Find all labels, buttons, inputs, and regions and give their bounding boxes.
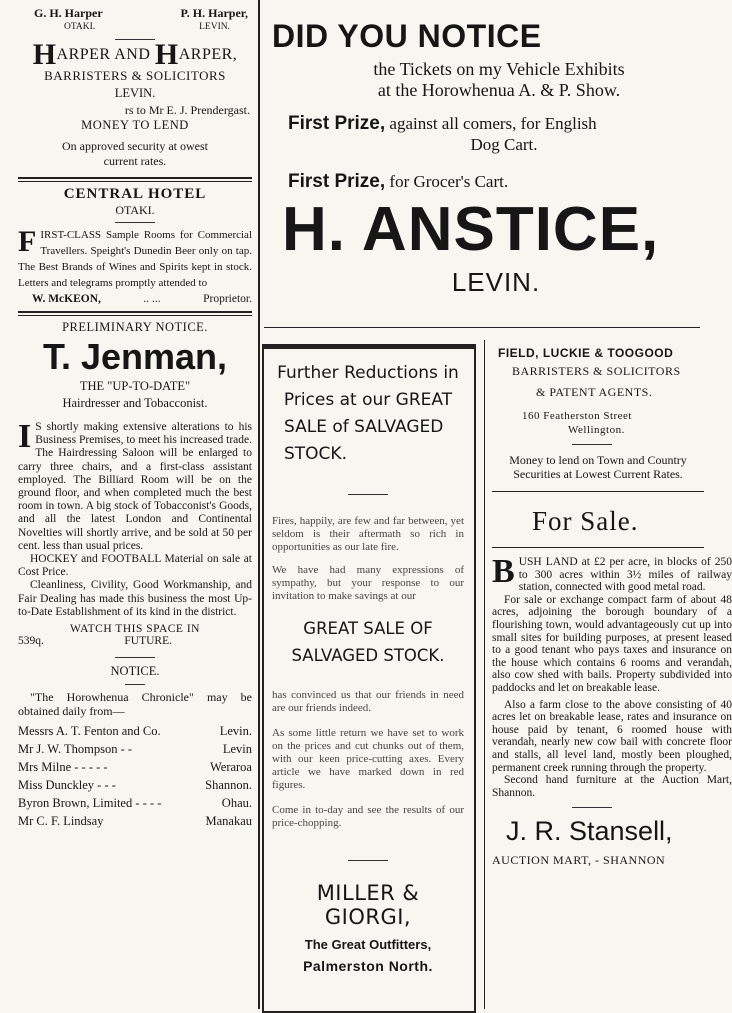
mg-firm-sub: The Great Outfitters, (304, 937, 432, 952)
mg-head-line: SALE of SALVAGED (284, 417, 444, 437)
harper-successors: rs to Mr E. J. Prendergast. (124, 103, 250, 117)
jenman-notice: PRELIMINARY NOTICE. (62, 320, 208, 334)
agent-row (18, 794, 252, 812)
harper-ad (18, 6, 252, 169)
prize-label: First Prize, (288, 171, 386, 192)
agent-name: Mr J. W. Thompson - - (18, 742, 133, 757)
harper-money: MONEY TO LEND (81, 118, 189, 132)
mg-head-line: STOCK. (284, 444, 347, 464)
agent-place: Levin (222, 742, 252, 757)
jenman-watch: WATCH THIS SPACE IN (70, 623, 200, 636)
stansell-mart: AUCTION MART, - SHANNON (492, 853, 666, 868)
jenman-para-1 (18, 418, 252, 553)
for-sale-head: For Sale. (532, 506, 639, 536)
prize-1-text-2: Dog Cart. (470, 135, 538, 154)
section-rule (492, 547, 704, 548)
section-rule (264, 327, 700, 328)
field-luckie-addr-2: Wellington. (568, 424, 625, 436)
for-sale-para-4: Second hand furniture at the Auction Mart, Shannon. (492, 774, 732, 799)
field-luckie-firm: FIELD, LUCKIE & TOOGOOD (498, 346, 674, 360)
harper-sub: BARRISTERS & SOLICITORS (44, 68, 226, 83)
jenman-para-3: Cleanliness, Civility, Good Workmanship, and Fair Dealing has made this business the most Up-to-Date Establishment of its kind in the district. (18, 579, 252, 618)
divider (348, 494, 388, 495)
field-luckie-money: Money to lend on Town and Country Securities at Lowest Current Rates. (509, 453, 687, 481)
miller-giorgi-ad (258, 340, 480, 1009)
divider (572, 444, 612, 445)
divider (115, 222, 155, 223)
field-luckie-addr-1: 160 Featherston Street (522, 410, 632, 422)
prize-label: First Prize, (288, 113, 386, 134)
anstice-levin: LEVIN. (451, 267, 541, 297)
harper-initial-1: H (32, 38, 57, 71)
agent-list (18, 722, 252, 830)
for-sale-initial: B (492, 553, 515, 590)
mg-para-3: has convinced us that our friends in need are our friends indeed. (272, 689, 464, 714)
divider (572, 807, 612, 808)
prize-1-text: against all comers, for English (389, 114, 597, 133)
anstice-prize-2 (268, 171, 700, 193)
prize-2-text: for Grocer's Cart. (389, 172, 509, 191)
mg-para-5: Come in to-day and see the results of our price-chopping. (272, 804, 464, 829)
agent-name: Mrs Milne - - - - - (18, 760, 108, 775)
stansell-name: J. R. Stansell, (506, 816, 673, 847)
agent-name: Mr C. F. Lindsay (18, 814, 104, 829)
jenman-future: FUTURE. (124, 635, 172, 648)
mg-head (272, 360, 464, 468)
for-sale-para-1-text: USH LAND at £2 per acre, in blocks of 250 to 300 acres within 3½ miles of railway station, connected with good metal road. (518, 556, 732, 594)
harper-title (18, 38, 252, 71)
anstice-line-2: at the Horowhenua A. & P. Show. (377, 80, 621, 100)
harper-place-1: OTAKI. (64, 22, 96, 32)
divider (125, 684, 145, 685)
anstice-ad (268, 0, 700, 325)
for-sale-para-2: For sale or exchange compact farm of about 48 acres, adjoining the borough boundary of a flourishing town, would advantageously cut up into small sites for building purposes, at present leased to a good tenant who pays taxes and insurance on the house which contains 6 rooms and verandah, also cow shed with bails. Property subdivided into paddocks and let on breakable lease. (492, 593, 732, 694)
mg-firm-place: Palmerston North. (303, 958, 433, 974)
mg-great-line: SALVAGED STOCK. (291, 646, 445, 665)
right-column-inner (492, 346, 732, 868)
mg-head-line: Further Reductions in (277, 363, 459, 383)
agent-name: Miss Dunckley - - - (18, 778, 116, 793)
anstice-prize-1 (268, 113, 700, 135)
column-rule (484, 340, 485, 1009)
hotel-body-text: IRST-CLASS Sample Rooms for Commercial Travellers. Speight's Dunedin Beer only on tap. The Best Brands of Wines and Spirits kept in stock. Letters and telegrams promptly attended to (18, 229, 252, 289)
mg-great-line: GREAT SALE OF (303, 619, 433, 638)
harper-name-1: G. H. Harper (34, 6, 103, 20)
agent-row (18, 740, 252, 758)
mg-head-line: Prices at our GREAT (283, 390, 453, 410)
anstice-headline: DID YOU NOTICE (272, 18, 542, 54)
mg-great (272, 615, 464, 669)
harper-title-second: ARPER, (178, 46, 238, 63)
hotel-prop-name: W. McKEON, (32, 293, 101, 305)
hotel-name: CENTRAL HOTEL (63, 186, 207, 202)
agent-name: Byron Brown, Limited - - - - (18, 796, 162, 811)
chronicle-intro: "The Horowhenua Chronicle" may be obtained daily from— (18, 690, 252, 719)
divider (115, 657, 155, 658)
jenman-ad (18, 320, 252, 647)
agent-name: Messrs A. T. Fenton and Co. (18, 724, 161, 739)
harper-place-2: LEVIN. (199, 22, 230, 32)
jenman-para-1-text: S shortly making extensive alterations to his Business Premises, to meet his increased trade. The Hairdressing Saloon will be enlarged to carry three chairs, and a first-class assistant employed. The Billiard Room will be on the ground floor, and when completed much the best room in town. A big stock of Tobacconist's Goods, and all the latest London and Continental Novelties will shortly arrive, and be sold at 50 per cent. less than usual prices. (18, 421, 252, 552)
right-column (492, 340, 732, 1009)
jenman-initial: I (18, 418, 32, 455)
hotel-initial: F (18, 225, 37, 258)
mg-firm: MILLER & GIORGI, (316, 881, 420, 929)
agent-row (18, 776, 252, 794)
jenman-code: 539q. (18, 635, 44, 648)
jenman-trade: Hairdresser and Tobacconist. (62, 396, 208, 410)
hotel-ad (18, 186, 252, 305)
for-sale-para-3: Also a farm close to the above consisting of 40 acres let on breakable lease, rates and insurance on house paid by tenant, 6 roomed house with verandah, nearly new cow bail with concrete floor and stalls, all level land, mostly been ploughed, permanent creek running through the property. (492, 698, 732, 774)
section-rule (18, 177, 252, 182)
agent-place: Levin. (219, 724, 252, 739)
hotel-place: OTAKI. (115, 203, 155, 217)
hotel-prop-dots: .. ... (143, 293, 161, 305)
agent-row (18, 758, 252, 776)
for-sale-para-1 (492, 553, 732, 594)
mg-para-2: We have had many expressions of sympathy, but your response to our invitation to make savings at our (272, 564, 464, 602)
agent-place: Weraroa (209, 760, 252, 775)
left-column (18, 0, 252, 1009)
harper-rates: current rates. (103, 154, 167, 168)
agent-row (18, 812, 252, 830)
harper-place: LEVIN. (114, 86, 156, 100)
hotel-body (18, 227, 252, 291)
field-luckie-sub-2: & PATENT AGENTS. (536, 385, 653, 399)
hotel-prop-title: Proprietor. (203, 293, 252, 305)
harper-initial-2: H (154, 38, 179, 71)
jenman-name: T. Jenman, (42, 336, 228, 377)
ad-content (272, 360, 464, 974)
jenman-para-2: HOCKEY and FOOTBALL Material on sale at Cost Price. (18, 553, 252, 579)
jenman-tag: THE "UP-TO-DATE" (79, 379, 191, 393)
chronicle-notice: NOTICE. (110, 664, 160, 679)
section-rule (18, 311, 252, 316)
harper-security: On approved security at owest (62, 139, 208, 153)
agent-row (18, 722, 252, 740)
agent-place: Shannon. (205, 778, 252, 793)
field-luckie-sub-1: BARRISTERS & SOLICITORS (512, 364, 681, 378)
chronicle-ad (18, 664, 252, 830)
agent-place: Ohau. (221, 796, 252, 811)
agent-place: Manakau (205, 814, 252, 829)
mg-para-4: As some little return we have set to work on the prices and cut chunks out of them, with our keen price-cutting axes. Every article we have marked down in red figures. (272, 727, 464, 791)
divider (115, 39, 155, 40)
divider (348, 860, 388, 861)
hotel-proprietor (18, 293, 252, 305)
anstice-name: H. ANSTICE, (282, 195, 660, 264)
mg-para-1: Fires, happily, are few and far between, yet seldom is their aftermath so rich in opportunities as our late fire. (272, 515, 464, 553)
harper-title-first: ARPER AND (56, 46, 151, 63)
section-rule (492, 491, 704, 492)
jenman-footer (18, 635, 252, 647)
anstice-line-1: the Tickets on my Vehicle Exhibits (373, 59, 625, 79)
harper-name-2: P. H. Harper, (180, 6, 248, 20)
